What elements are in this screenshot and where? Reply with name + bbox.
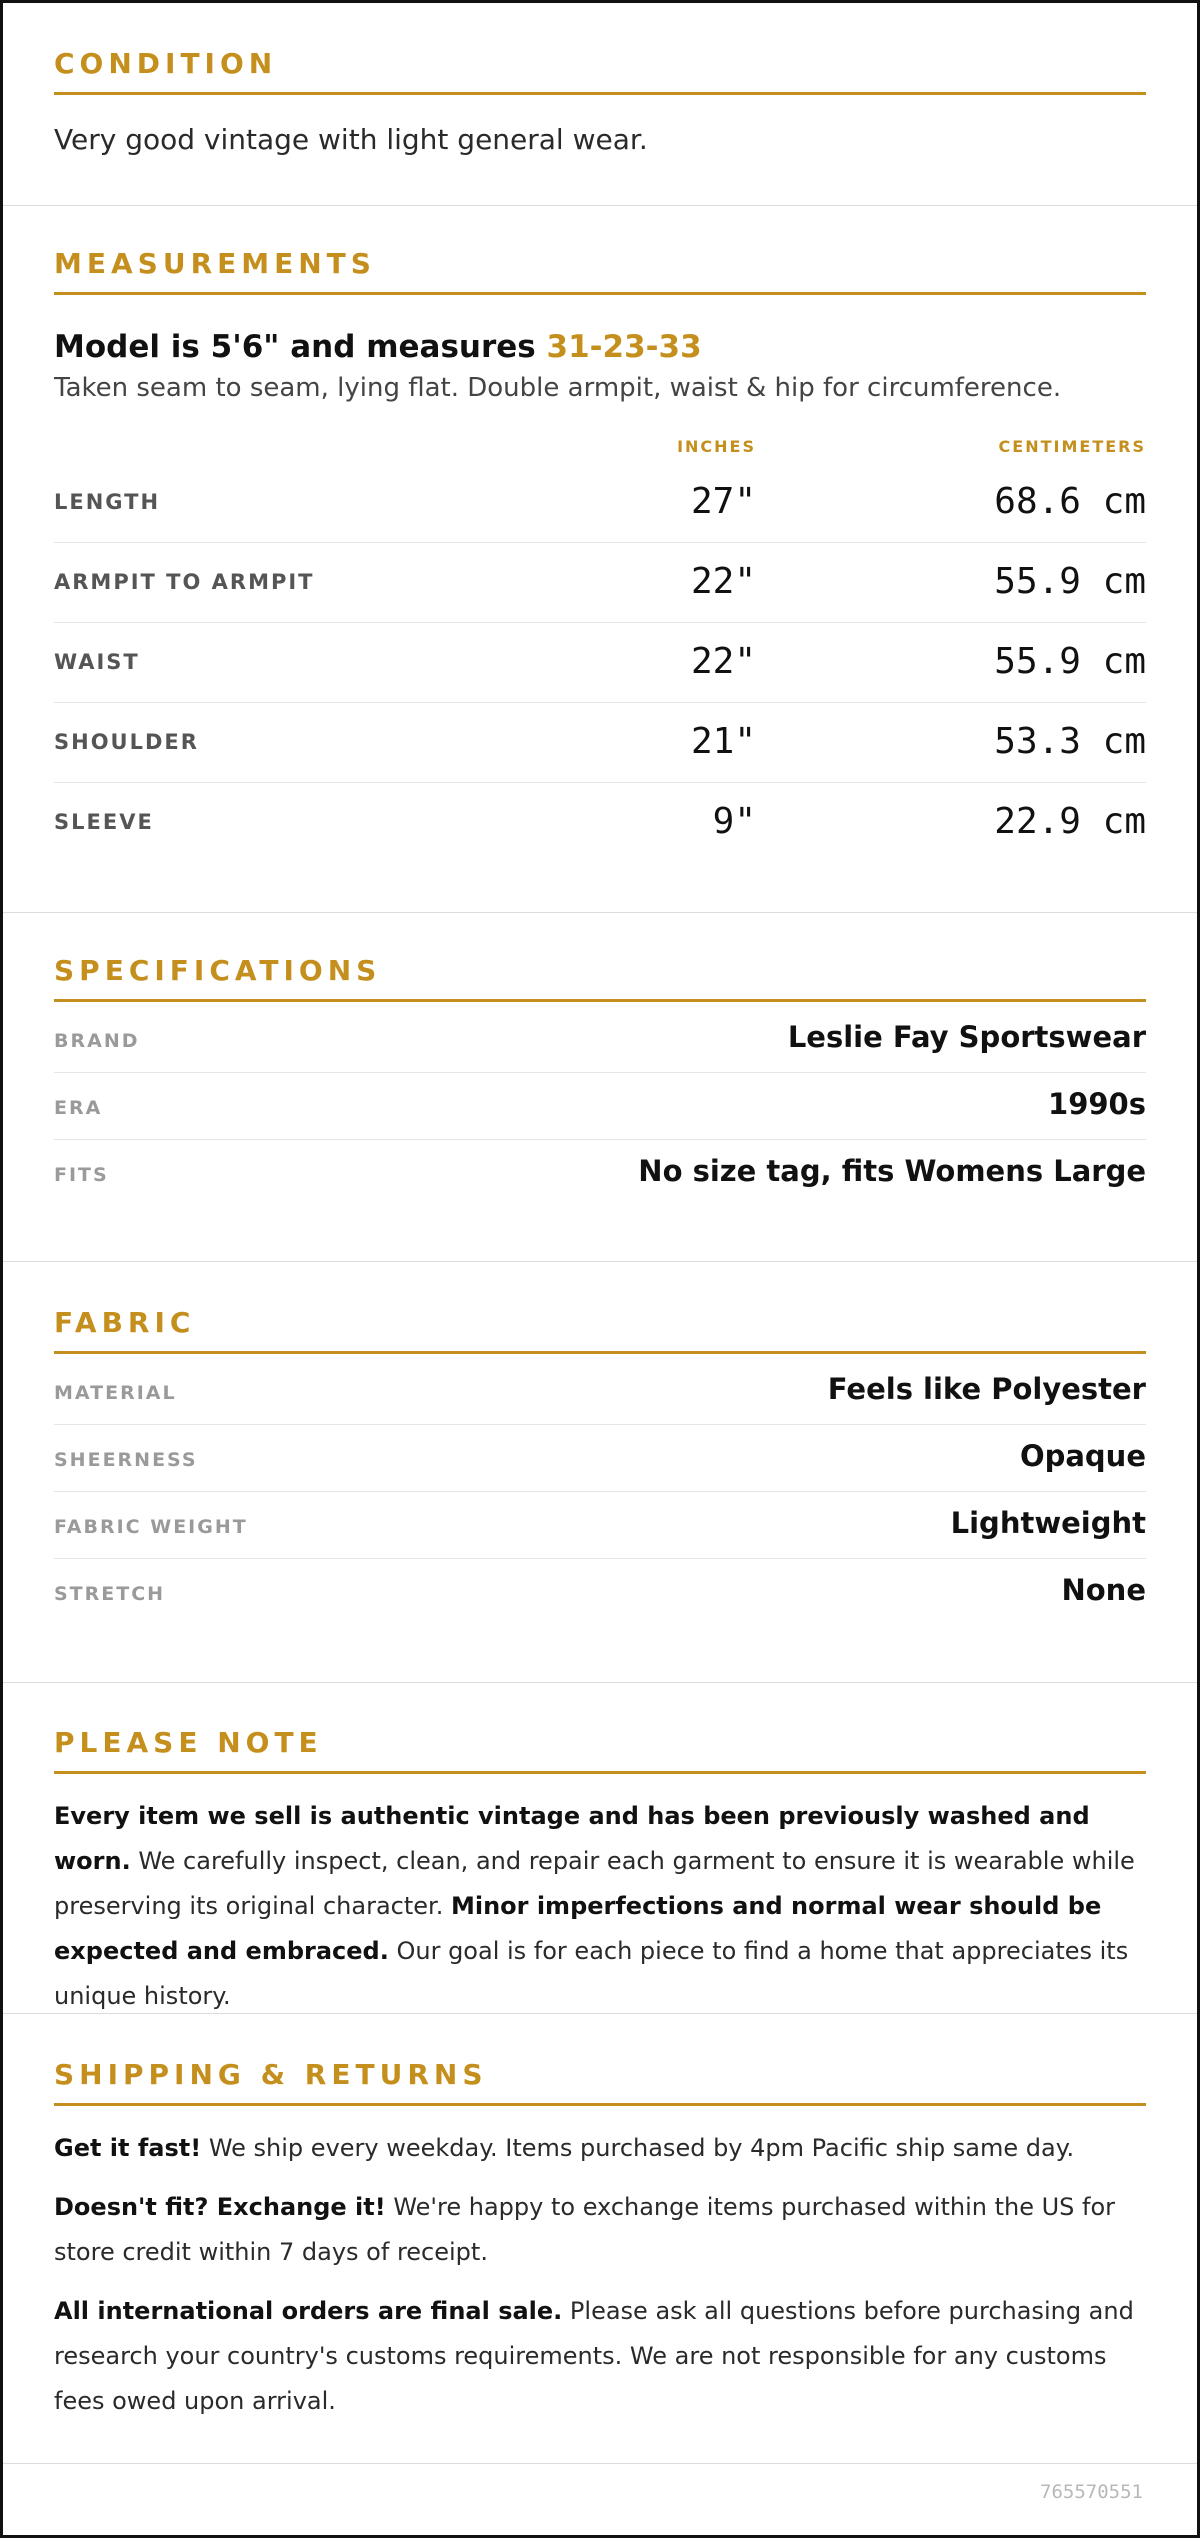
measurement-inches: 9"	[712, 801, 756, 842]
product-id: 765570551	[1040, 2481, 1143, 2503]
measurement-inches: 21"	[690, 721, 756, 762]
measurement-row-length	[54, 463, 1146, 543]
international-paragraph	[54, 2289, 1146, 2424]
exchange-text: We're happy to exchange items purchased within the US for store credit within 7 days of receipt.	[54, 2193, 1116, 2266]
spec-row-brand	[54, 1006, 1146, 1073]
shipping-paragraph	[54, 2126, 1146, 2171]
exchange-bold: Doesn't fit? Exchange it!	[54, 2193, 386, 2221]
spec-row-fits	[54, 1140, 1146, 1206]
measurement-cm: 55.9 cm	[994, 641, 1146, 682]
measurements-table-header	[54, 437, 1146, 463]
spec-row-era	[54, 1073, 1146, 1140]
measurement-inches: 22"	[690, 641, 756, 682]
condition-section	[3, 47, 1197, 206]
measurement-row-sleeve	[54, 783, 1146, 862]
condition-text: Very good vintage with light general wear.	[54, 123, 648, 156]
centimeters-header: CENTIMETERS	[998, 437, 1146, 456]
measurement-label: SLEEVE	[54, 810, 154, 834]
note-bold-1: Every item we sell is authentic vintage and has been previously washed and worn.	[54, 1802, 1090, 1875]
fabric-row-material	[54, 1358, 1146, 1425]
fabric-row-sheerness	[54, 1425, 1146, 1492]
model-measurements: 31-23-33	[546, 329, 702, 365]
measurement-inches: 27"	[690, 481, 756, 522]
exchange-paragraph	[54, 2185, 1146, 2275]
spec-value: 1990s	[1048, 1087, 1146, 1121]
model-line	[54, 329, 1146, 365]
measurements-table	[54, 463, 1146, 862]
spec-value: No size tag, fits Womens Large	[638, 1154, 1146, 1188]
shipping-section	[3, 2058, 1197, 2464]
fabric-label: STRETCH	[54, 1583, 166, 1605]
measurement-label: SHOULDER	[54, 730, 199, 754]
measurement-label: LENGTH	[54, 490, 161, 514]
fabric-label: FABRIC WEIGHT	[54, 1516, 248, 1538]
inches-header: INCHES	[677, 437, 756, 456]
fabric-label: SHEERNESS	[54, 1449, 198, 1471]
measurement-cm: 55.9 cm	[994, 561, 1146, 602]
fabric-value: Feels like Polyester	[827, 1372, 1146, 1406]
fabric-row-weight	[54, 1492, 1146, 1559]
measurement-label: ARMPIT TO ARMPIT	[54, 570, 315, 594]
measurement-row-waist	[54, 623, 1146, 703]
measurement-row-shoulder	[54, 703, 1146, 783]
measurement-label: WAIST	[54, 650, 140, 674]
spec-label: ERA	[54, 1097, 103, 1119]
shipping-body	[54, 2126, 1146, 2424]
fabric-row-stretch	[54, 1559, 1146, 1625]
specifications-section	[3, 954, 1197, 1262]
shipping-text: We ship every weekday. Items purchased by 4pm Pacific ship same day.	[201, 2134, 1075, 2162]
measurement-inches: 22"	[690, 561, 756, 602]
please-note-heading: PLEASE NOTE	[54, 1726, 1146, 1774]
fabric-value: Opaque	[1019, 1439, 1146, 1473]
fabric-section	[3, 1306, 1197, 1683]
spec-value: Leslie Fay Sportswear	[787, 1020, 1146, 1054]
international-bold: All international orders are final sale.	[54, 2297, 563, 2325]
measurements-section	[3, 247, 1197, 913]
measurement-cm: 53.3 cm	[994, 721, 1146, 762]
spec-label: BRAND	[54, 1030, 140, 1052]
specifications-heading: SPECIFICATIONS	[54, 954, 1146, 1002]
measurement-cm: 68.6 cm	[994, 481, 1146, 522]
please-note-section	[3, 1726, 1197, 2014]
fabric-label: MATERIAL	[54, 1382, 177, 1404]
shipping-heading: SHIPPING & RETURNS	[54, 2058, 1146, 2106]
please-note-text	[54, 1794, 1146, 2019]
shipping-bold: Get it fast!	[54, 2134, 202, 2162]
measurement-cm: 22.9 cm	[994, 801, 1146, 842]
note-text-1: We carefully inspect, clean, and repair each garment to ensure it is wearable while preserving its original character.	[54, 1847, 1135, 1920]
international-text: Please ask all questions before purchasing and research your country's customs requirements. We are not responsible for any customs fees owed upon arrival.	[54, 2297, 1134, 2415]
measurements-subtitle: Taken seam to seam, lying flat. Double armpit, waist & hip for circumference.	[54, 373, 1062, 403]
fabric-value: Lightweight	[950, 1506, 1146, 1540]
fabric-value: None	[1061, 1573, 1146, 1607]
note-bold-2: Minor imperfections and normal wear should be expected and embraced.	[54, 1892, 1102, 1965]
condition-heading: CONDITION	[54, 47, 1146, 95]
spec-label: FITS	[54, 1164, 109, 1186]
measurement-row-armpit	[54, 543, 1146, 623]
fabric-heading: FABRIC	[54, 1306, 1146, 1354]
note-text-2: Our goal is for each piece to find a home that appreciates its unique history.	[54, 1937, 1129, 2010]
fabric-list	[54, 1358, 1146, 1625]
specifications-list	[54, 1006, 1146, 1206]
measurements-heading: MEASUREMENTS	[54, 247, 1146, 295]
model-prefix: Model is 5'6" and measures	[54, 329, 547, 365]
